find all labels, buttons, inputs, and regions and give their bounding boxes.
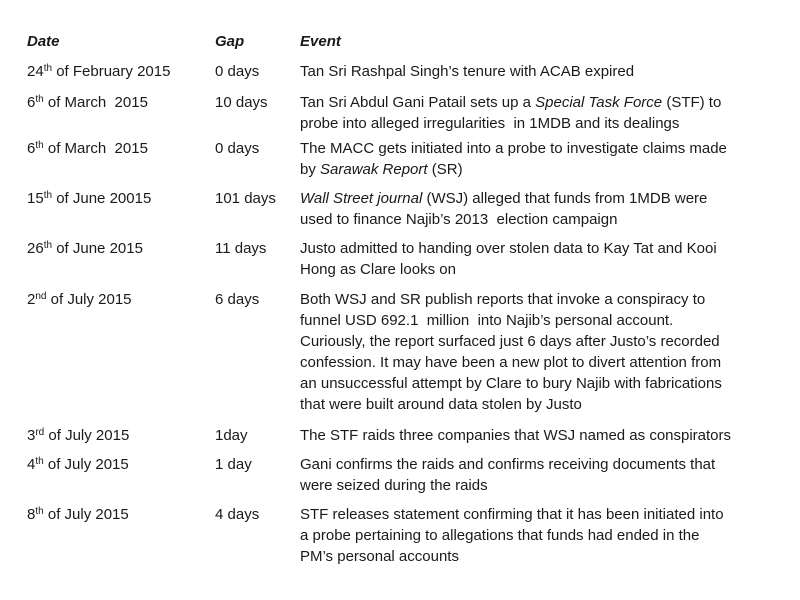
event-line	[300, 352, 780, 373]
header-date: Date	[27, 33, 60, 50]
row-event	[300, 92, 780, 134]
row-date	[27, 289, 212, 310]
event-text: used to finance Najib’s 2013 election campaign	[300, 211, 618, 228]
date-day: 6	[27, 94, 36, 111]
date-ordinal-suffix: th	[43, 240, 53, 251]
event-line	[300, 425, 780, 446]
event-text: a probe pertaining to allegations that funds had ended in the	[300, 527, 700, 544]
event-line	[300, 289, 780, 310]
event-line	[300, 92, 780, 113]
event-text: probe into alleged irregularities in 1MDB and its dealings	[300, 115, 680, 132]
event-text: by	[300, 161, 321, 178]
event-text: (STF) to	[662, 94, 722, 111]
date-ordinal-suffix: th	[35, 140, 44, 151]
date-ordinal-suffix: th	[35, 94, 44, 105]
event-line	[300, 546, 780, 567]
date-day: 3	[27, 427, 36, 444]
event-line	[300, 454, 780, 475]
date-rest: of July 2015	[43, 506, 129, 523]
header-event: Event	[300, 33, 341, 50]
event-line	[300, 373, 780, 394]
date-ordinal-suffix: th	[35, 456, 44, 467]
date-day: 2	[27, 291, 36, 308]
date-day: 6	[27, 140, 36, 157]
event-italic-text: Sarawak Report	[320, 161, 428, 178]
event-text: Tan Sri Rashpal Singh’s tenure with ACAB expired	[300, 63, 635, 80]
date-day: 24	[27, 63, 44, 80]
row-event	[300, 454, 780, 496]
event-line	[300, 113, 780, 134]
event-line	[300, 61, 780, 82]
row-event	[300, 138, 780, 180]
event-italic-text: Wall Street journal	[300, 190, 423, 207]
event-italic-text: Special Task Force	[535, 94, 663, 111]
row-gap: 11 days	[215, 240, 267, 257]
row-event	[300, 188, 780, 230]
event-text: that were built around data stolen by Justo	[300, 396, 582, 413]
event-line	[300, 238, 780, 259]
event-text: Curiously, the report surfaced just 6 days after Justo’s recorded	[300, 333, 720, 350]
date-day: 4	[27, 456, 36, 473]
event-text: (SR)	[427, 161, 463, 178]
row-gap: 0 days	[215, 63, 260, 80]
row-gap: 1day	[215, 427, 248, 444]
date-ordinal-suffix: nd	[35, 291, 47, 302]
event-line	[300, 209, 780, 230]
event-line	[300, 188, 780, 209]
event-line	[300, 310, 780, 331]
event-text: PM’s personal accounts	[300, 548, 459, 565]
event-text: STF releases statement confirming that it has been initiated into	[300, 506, 724, 523]
event-text: Justo admitted to handing over stolen data to Kay Tat and Kooi	[300, 240, 717, 257]
event-line	[300, 259, 780, 280]
row-gap: 4 days	[215, 506, 260, 523]
date-rest: of June 20015	[52, 190, 152, 207]
event-text: confession. It may have been a new plot to divert attention from	[300, 354, 722, 371]
event-text: The MACC gets initiated into a probe to investigate claims made	[300, 140, 727, 157]
row-date	[27, 61, 212, 82]
event-line	[300, 475, 780, 496]
date-ordinal-suffix: rd	[35, 427, 45, 438]
row-gap: 101 days	[215, 190, 276, 207]
event-text: funnel USD 692.1 million into Najib’s personal account.	[300, 312, 674, 329]
row-event	[300, 238, 780, 280]
row-date	[27, 138, 212, 159]
event-line	[300, 331, 780, 352]
row-date	[27, 504, 212, 525]
date-rest: of July 2015	[44, 427, 130, 444]
row-date	[27, 425, 212, 446]
event-text: Both WSJ and SR publish reports that invoke a conspiracy to	[300, 291, 706, 308]
date-ordinal-suffix: th	[43, 63, 53, 74]
row-date	[27, 238, 212, 259]
row-event	[300, 425, 780, 446]
date-day: 8	[27, 506, 36, 523]
row-gap: 0 days	[215, 140, 260, 157]
row-date	[27, 92, 212, 113]
event-line	[300, 525, 780, 546]
date-ordinal-suffix: th	[43, 190, 53, 201]
row-event	[300, 61, 780, 82]
event-line	[300, 504, 780, 525]
date-day: 15	[27, 190, 44, 207]
event-text: were seized during the raids	[300, 477, 488, 494]
date-rest: of March 2015	[43, 94, 148, 111]
event-line	[300, 394, 780, 415]
event-line	[300, 138, 780, 159]
event-text: Gani confirms the raids and confirms receiving documents that	[300, 456, 716, 473]
event-line	[300, 159, 780, 180]
event-text: Hong as Clare looks on	[300, 261, 456, 278]
row-event	[300, 504, 780, 567]
row-gap: 10 days	[215, 94, 268, 111]
date-rest: of February 2015	[52, 63, 171, 80]
row-gap: 1 day	[215, 456, 252, 473]
event-text: Tan Sri Abdul Gani Patail sets up a	[300, 94, 536, 111]
date-rest: of March 2015	[43, 140, 148, 157]
row-event	[300, 289, 780, 415]
event-text: an unsuccessful attempt by Clare to bury Najib with fabrications	[300, 375, 722, 392]
row-date	[27, 454, 212, 475]
row-date	[27, 188, 212, 209]
date-rest: of July 2015	[43, 456, 129, 473]
row-gap: 6 days	[215, 291, 260, 308]
date-rest: of June 2015	[52, 240, 143, 257]
header-gap: Gap	[215, 33, 245, 50]
event-text: (WSJ) alleged that funds from 1MDB were	[422, 190, 708, 207]
date-day: 26	[27, 240, 44, 257]
date-ordinal-suffix: th	[35, 506, 44, 517]
event-text: The STF raids three companies that WSJ named as conspirators	[300, 427, 732, 444]
date-rest: of July 2015	[46, 291, 132, 308]
